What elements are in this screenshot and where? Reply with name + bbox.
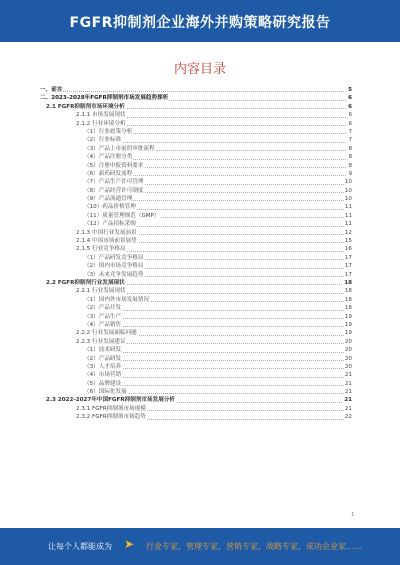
page-number: 1 <box>351 512 354 518</box>
toc-entry[interactable] <box>40 346 352 354</box>
toc-entry-page: 21 <box>344 405 352 412</box>
toc-entry-page: 20 <box>344 355 352 362</box>
toc-entry-label: 2.2 FGFR抑制剂行业发展现状 <box>46 279 125 286</box>
toc-entry[interactable] <box>40 262 352 270</box>
toc-entry-label: （10）药品价格管理 <box>84 204 136 211</box>
toc-entry[interactable] <box>40 254 352 262</box>
toc-entry[interactable] <box>40 371 352 379</box>
toc-entry[interactable] <box>40 136 352 144</box>
toc-entry[interactable] <box>40 229 352 237</box>
toc-entry-page: 18 <box>344 296 352 303</box>
toc-entry[interactable] <box>40 195 352 203</box>
toc-entry[interactable] <box>40 153 352 161</box>
toc-entry[interactable] <box>40 203 352 211</box>
toc-entry[interactable] <box>40 145 352 153</box>
toc-entry[interactable] <box>40 279 352 287</box>
toc-entry[interactable] <box>40 111 352 119</box>
toc-leader-dots <box>84 377 352 378</box>
toc-leader-dots <box>84 352 352 353</box>
toc-entry[interactable] <box>40 86 352 94</box>
toc-entry-page: 17 <box>344 254 352 261</box>
toc-entry-page: 6 <box>348 120 352 127</box>
toc-entry[interactable] <box>40 287 352 295</box>
toc-entry-page: 8 <box>348 154 352 161</box>
toc-entry-label: 2.2.2 行业发展面临问题 <box>76 330 137 337</box>
toc-entry[interactable] <box>40 296 352 304</box>
toc-entry[interactable] <box>40 237 352 245</box>
toc-entry[interactable] <box>40 363 352 371</box>
toc-entry-label: （12）产品招标采购 <box>84 221 136 228</box>
toc-entry[interactable] <box>40 162 352 170</box>
toc-entry[interactable] <box>40 212 352 220</box>
toc-entry-label: 2.2.3 行业发展建议 <box>76 338 126 345</box>
toc-entry[interactable] <box>40 388 352 396</box>
toc-entry-page: 19 <box>344 330 352 337</box>
toc-entry-page: 21 <box>344 389 352 396</box>
toc-entry-label: 2.1.2 行业环境分析 <box>76 120 126 127</box>
toc-entry[interactable] <box>40 120 352 128</box>
header-bar <box>0 0 400 42</box>
toc-entry[interactable] <box>40 220 352 228</box>
toc-entry-page: 21 <box>344 397 352 404</box>
toc-entry-label: （11）质量管理规范（GMP） <box>84 212 160 219</box>
toc-entry-page: 21 <box>344 372 352 379</box>
toc-entry[interactable] <box>40 355 352 363</box>
toc-leader-dots <box>84 310 352 311</box>
toc-leader-dots <box>40 91 352 92</box>
toc-entry-label: （9）产品流通管理 <box>84 196 133 203</box>
toc-entry-page: 11 <box>344 204 352 211</box>
toc-entry-label: （6）国际化发展 <box>84 389 127 396</box>
toc-entry-label: 2.3.2 FGFR抑制剂市场趋势 <box>76 414 146 421</box>
toc-entry[interactable] <box>40 338 352 346</box>
footer-tagline: 行业专家，管理专家，营销专家，战略专家，成功企业家…… <box>146 542 362 551</box>
toc-entry[interactable] <box>40 94 352 102</box>
toc-entry-page: 18 <box>344 279 352 286</box>
toc-entry-label: （7）产品生产许可管理 <box>84 179 144 186</box>
toc-entry[interactable] <box>40 178 352 186</box>
toc-entry-label: （3）未来竞争发展趋势 <box>84 271 144 278</box>
toc-entry-label: 2.2.1 行业发展现状 <box>76 288 126 295</box>
toc-entry-label: 2.1.5 行业竞争格局 <box>76 246 126 253</box>
toc-title: 内容目录 <box>173 62 226 77</box>
toc-entry-label: 2.1.3 中国行业发展前景 <box>76 229 137 236</box>
toc-entry[interactable] <box>40 187 352 195</box>
toc-entry-page: 22 <box>344 414 352 421</box>
toc-entry-page: 10 <box>344 187 352 194</box>
toc-entry-page: 20 <box>344 363 352 370</box>
table-of-contents <box>40 86 352 422</box>
toc-entry[interactable] <box>40 128 352 136</box>
toc-entry-page: 11 <box>344 221 352 228</box>
toc-entry-label: （2）产品研发 <box>84 355 122 362</box>
toc-entry-page: 6 <box>348 112 352 119</box>
toc-entry-label: （8）产品经营许可制度 <box>84 187 144 194</box>
toc-entry-page: 7 <box>348 128 352 135</box>
toc-entry-page: 19 <box>344 321 352 328</box>
toc-entry[interactable] <box>40 170 352 178</box>
toc-entry-page: 8 <box>348 145 352 152</box>
toc-entry[interactable] <box>40 321 352 329</box>
toc-entry-page: 10 <box>344 179 352 186</box>
toc-entry[interactable] <box>40 313 352 321</box>
toc-entry-label: 2.3 2022-2027年中国FGFR抑制剂市场发展分析 <box>46 397 175 404</box>
toc-entry-label: （4）产品销售 <box>84 321 122 328</box>
toc-entry[interactable] <box>40 103 352 111</box>
toc-entry[interactable] <box>40 271 352 279</box>
toc-leader-dots <box>84 326 352 327</box>
toc-entry-label: （3）人才培养 <box>84 363 122 370</box>
footer-slogan: 让每个人都能成为 <box>48 542 112 551</box>
toc-entry[interactable] <box>40 245 352 253</box>
toc-entry-page: 15 <box>344 238 352 245</box>
toc-entry-page: 17 <box>344 263 352 270</box>
toc-entry-label: （2）国内市场竞争格局 <box>84 263 144 270</box>
toc-entry-label: （3）产品生产 <box>84 313 122 320</box>
toc-entry-page: 8 <box>348 162 352 169</box>
toc-leader-dots <box>84 318 352 319</box>
toc-entry-page: 9 <box>348 170 352 177</box>
toc-entry-page: 7 <box>348 137 352 144</box>
toc-entry-label: 2.3.1 FGFR抑制剂市场规模 <box>76 405 146 412</box>
toc-entry-label: （1）技术研发 <box>84 347 122 354</box>
toc-entry-page: 12 <box>344 229 352 236</box>
toc-entry-label: （2）产品开发 <box>84 305 122 312</box>
toc-leader-dots <box>84 368 352 369</box>
toc-entry-label: 一、前言 <box>40 87 63 93</box>
toc-entry-label: 2.1.4 中国市场前景展望 <box>76 238 137 245</box>
toc-entry-page: 18 <box>344 288 352 295</box>
toc-entry[interactable] <box>40 329 352 337</box>
toc-entry-label: （1）产品研发竞争格局 <box>84 254 144 261</box>
toc-entry[interactable] <box>40 413 352 421</box>
toc-leader-dots <box>84 142 352 143</box>
toc-entry-label: （4）市场营销 <box>84 372 122 379</box>
toc-entry-page: 20 <box>344 347 352 354</box>
toc-entry-label: 2.1.1 市场发展现状 <box>76 112 126 119</box>
toc-entry-label: （4）产品注册分类 <box>84 154 133 161</box>
toc-entry-label: （2）行业标准 <box>84 137 122 144</box>
document-title: FGFR抑制剂企业海外并购策略研究报告 <box>69 15 331 31</box>
toc-entry-label: （5）品牌建设 <box>84 380 122 387</box>
toc-entry-label: （6）新药研发流程 <box>84 170 133 177</box>
toc-entry-page: 6 <box>348 95 352 102</box>
toc-entry-label: （1）国内外市场发展情况 <box>84 296 150 303</box>
toc-leader-dots <box>84 385 352 386</box>
toc-entry-page: 6 <box>348 103 352 110</box>
toc-entry-page: 17 <box>344 271 352 278</box>
toc-entry[interactable] <box>40 405 352 413</box>
toc-entry-page: 5 <box>348 87 352 93</box>
toc-entry-page: 18 <box>344 305 352 312</box>
toc-entry[interactable] <box>40 396 352 404</box>
toc-entry-label: （5）注册申报资料要求 <box>84 162 144 169</box>
toc-entry-page: 16 <box>344 246 352 253</box>
toc-entry-page: 11 <box>344 212 352 219</box>
toc-entry-label: （3）产品上市前的审批流程 <box>84 145 155 152</box>
toc-entry-label: 二、2023-2028年FGFR抑制剂市场发展趋势探析 <box>40 95 169 102</box>
toc-entry-page: 19 <box>344 313 352 320</box>
footer-bar <box>0 528 400 565</box>
toc-entry-label: （1）行业政策分析 <box>84 128 133 135</box>
arrow-icon: ➤ <box>124 537 135 551</box>
toc-entry-label: 2.1 FGFR抑制剂市场环境分析 <box>46 103 125 110</box>
toc-entry-page: 20 <box>344 338 352 345</box>
toc-entry[interactable] <box>40 304 352 312</box>
toc-entry[interactable] <box>40 380 352 388</box>
toc-entry-page: 21 <box>344 380 352 387</box>
toc-entry-page: 10 <box>344 196 352 203</box>
toc-leader-dots <box>84 360 352 361</box>
